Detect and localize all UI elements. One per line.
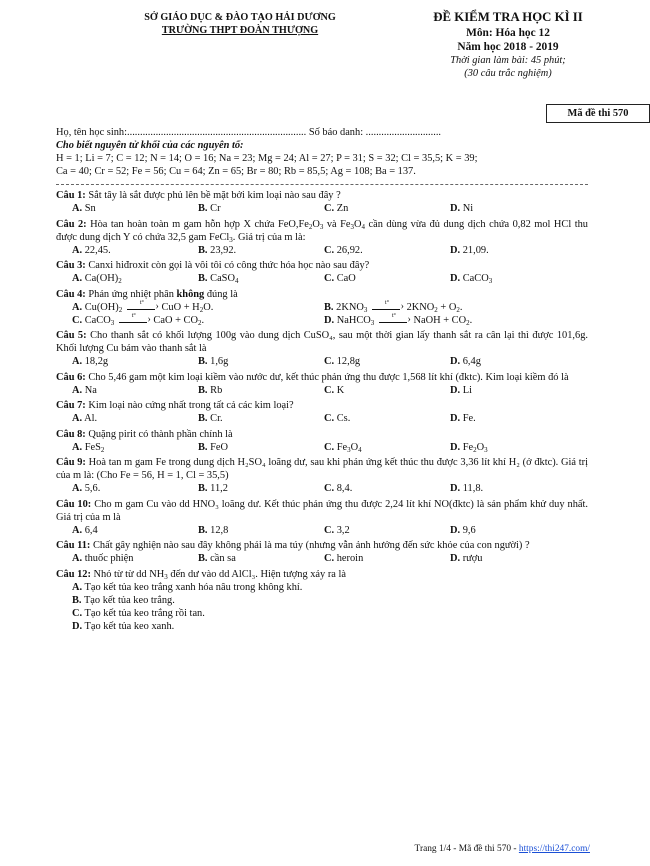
question-text: Sắt tây là sắt được phủ lên bề mặt bởi kim loại nào sau đây ?	[88, 190, 341, 201]
exam-header	[56, 0, 629, 120]
school-block	[120, 12, 360, 38]
option-a[interactable]: A. FeS$_2$	[72, 441, 105, 454]
option-c[interactable]: C. K	[324, 384, 345, 396]
heat-arrow-icon: › $^{t^\circ}$	[370, 302, 404, 314]
option-a[interactable]: A. Na	[72, 384, 97, 396]
footer-text: Trang 1/4 - Mã đề thi 570 -	[414, 844, 519, 855]
heat-arrow-icon: › $^{t^\circ}$	[377, 315, 411, 327]
option-b[interactable]: B. 12,8	[198, 524, 229, 536]
option-c[interactable]: C. CaO	[324, 273, 356, 284]
question-label: Câu 6:	[56, 371, 86, 383]
option-d[interactable]: D. 21,09.	[450, 244, 489, 256]
exam-year: Năm học 2018 - 2019	[457, 41, 559, 54]
option-d[interactable]: D. 11,8.	[450, 483, 484, 494]
option-a[interactable]: A. 5,6.	[72, 483, 101, 494]
option-b[interactable]: B. $2KNO_3$ › $^{t^\circ}$ $2KNO_2 + O_2$.	[324, 301, 576, 314]
option-c[interactable]: C. Cs.	[324, 413, 351, 424]
option-b[interactable]: B. CaSO$_4$	[198, 273, 239, 285]
footer-link[interactable]: https://thi247.com/	[518, 844, 590, 855]
option-c[interactable]: C. 8,4.	[324, 483, 353, 494]
option-c[interactable]: C. 12,8g	[324, 356, 361, 367]
option-a[interactable]: A. Al.	[72, 413, 98, 424]
option-b[interactable]: B. cần sa	[198, 553, 236, 564]
option-a[interactable]: A. 22,45.	[72, 244, 111, 256]
question-text: Quặng pirit có thành phần chính là	[88, 428, 233, 440]
question-text: Chất gây nghiện nào sau đây không phải là ma túy (nhưng vẫn ảnh hưởng đến sức khỏe của con người) ?	[92, 540, 530, 551]
option-b[interactable]: B. FeO	[198, 441, 229, 453]
page-footer	[415, 844, 590, 856]
question-label: Câu 2:	[56, 218, 87, 230]
option-d[interactable]: D. 9,6	[450, 524, 476, 536]
option-b[interactable]: B. 1,6g	[198, 356, 229, 367]
question-label: Câu 4:	[56, 288, 86, 300]
option-b[interactable]: B. Rb	[198, 384, 223, 396]
question-10	[56, 498, 588, 537]
question-text: Cho m gam Cu vào dd HNO₃ loãng dư. Kết thúc phản ứng thu được 2,24 lít khí NO(đktc) là sản phẩm khử duy nhất. Giá trị của m là	[56, 498, 589, 523]
option-a[interactable]: A. 18,2g	[72, 356, 109, 367]
exam-subject: Môn: Hóa học 12	[466, 26, 550, 39]
question-text: Kim loại nào cứng nhất trong tất cả các kim loại?	[88, 400, 294, 411]
option-b[interactable]: B. Cr	[198, 203, 221, 214]
option-d[interactable]: D. $Fe_2O_3$	[450, 441, 488, 454]
exam-question-count: (30 câu trắc nghiệm)	[464, 68, 552, 80]
option-c[interactable]: C. Zn	[324, 203, 349, 214]
question-9	[56, 456, 588, 495]
option-a[interactable]: A. Sn	[72, 203, 96, 214]
heat-arrow-icon: › $^{t^\circ}$	[125, 302, 159, 314]
question-12: Câu 12: Nhỏ từ từ dd $NH_3$ đến dư vào dd AlCl₃. Hiện tượng xảy ra là A. Tạo kết tủa keo trắng xanh hóa nâu trong không khí. B. Tạo kết tủa keo trắng. C. Tạo kết tủa keo trắng rồi tan. D. Tạo kết tủa keo xanh.	[56, 568, 588, 633]
school-name: TRƯỜNG THPT ĐOÀN THƯỢNG	[161, 24, 319, 36]
atomic-mass-line-1: H = 1; Li = 7; C = 12; N = 14; O = 16; Na = 23; Mg = 24; Al = 27; P = 31; S = 32; Cl = 35,5; K = 39;	[56, 153, 478, 164]
option-d[interactable]: D. rượu	[450, 553, 483, 564]
question-label: Câu 11:	[56, 540, 91, 551]
question-text: Canxi hiđroxit còn gọi là vôi tôi có công thức hóa học nào sau đây?	[88, 260, 370, 271]
option-c[interactable]: C. CaCO$_3$ › $^{t^\circ}$ CaO + $CO_2$.	[72, 314, 324, 327]
option-c[interactable]: C. heroin	[324, 553, 364, 564]
option-c[interactable]: C. $Fe_3O_4$	[324, 441, 362, 454]
question-label: Câu 7:	[56, 400, 86, 411]
question-label: Câu 1:	[56, 190, 86, 201]
question-label: Câu 10:	[56, 498, 92, 510]
atomic-mass-line-2: Ca = 40; Cr = 52; Fe = 56; Cu = 64; Zn = 65; Br = 80; Rb = 85,5; Ag = 108; Ba = 137.	[56, 166, 416, 177]
question-4: Câu 4: Phản ứng nhiệt phân không đúng là A. $Cu(OH)_2$ › $^{t^\circ}$ CuO + $H_2O$. B. $2KNO_3$ › $^{t^\circ}$ $2KNO_2 + O_2$. C. CaCO$_3$ › $^{t^\circ}$ CaO + $CO_2$. D. NaHCO$_3$ › $^{t^\circ}$ NaOH + $CO_2$.	[56, 288, 588, 327]
question-1	[56, 189, 588, 215]
option-d[interactable]: D. 6,4g	[450, 356, 481, 367]
option-c[interactable]: C. 3,2	[324, 524, 350, 536]
question-text: Cho thanh sắt có khối lượng 100g vào dung dịch CuSO₄, sau một thời gian lấy thanh sắt ra cân lại thì được 101,6g. Khối lượng Cu bám vào thanh sắt là	[56, 330, 588, 354]
option-d[interactable]: D. NaHCO$_3$ › $^{t^\circ}$ NaOH + $CO_2$.	[324, 314, 576, 327]
student-info	[56, 126, 588, 178]
student-name-line: Họ, tên học sinh:..................................................................... Số báo danh: .............................	[56, 127, 442, 138]
department-name: SỞ GIÁO DỤC & ĐÀO TẠO HẢI DƯƠNG	[144, 12, 336, 23]
option-b[interactable]: B. 23,92.	[198, 244, 237, 256]
option-d[interactable]: D. Tạo kết tủa keo xanh.	[72, 620, 175, 632]
question-3	[56, 259, 588, 285]
option-b[interactable]: B. 11,2	[198, 483, 228, 494]
atomic-mass-title: Cho biết nguyên tử khối của các nguyên tố:	[56, 140, 244, 151]
exam-title: ĐỀ KIỂM TRA HỌC KÌ II	[433, 10, 583, 24]
question-8	[56, 428, 588, 454]
exam-time: Thời gian làm bài: 45 phút;	[450, 55, 566, 67]
section-divider	[56, 184, 588, 185]
question-7	[56, 399, 588, 425]
question-6	[56, 371, 588, 397]
exam-info-block	[408, 10, 608, 80]
question-label: Câu 8:	[56, 428, 86, 440]
option-b[interactable]: B. Tạo kết tủa keo trắng.	[72, 594, 175, 606]
option-d[interactable]: D. Fe.	[450, 413, 476, 424]
heat-arrow-icon: › $^{t^\circ}$	[117, 315, 151, 327]
question-label: Câu 12:	[56, 568, 91, 580]
question-label: Câu 9:	[56, 457, 86, 468]
option-a[interactable]: A. thuốc phiện	[72, 553, 134, 564]
question-text: Hoà tan m gam Fe trong dung dịch H₂SO₄ loãng dư, sau khi phản ứng kết thúc thu được 3,36 lít khí H₂ (ở đktc). Giá trị của m là: (Cho Fe = 56, H = 1, Cl = 35,5)	[56, 457, 588, 481]
option-c[interactable]: C. Tạo kết tủa keo trắng rồi tan.	[72, 607, 205, 619]
question-text: Cho 5,46 gam một kim loại kiềm vào nước dư, kết thúc phản ứng thu được 1,568 lít khí (đktc). Kim loại kiềm đó là	[88, 371, 569, 383]
question-5	[56, 329, 588, 368]
exam-code-box: Mã đề thi 570	[546, 104, 650, 123]
option-d[interactable]: D. CaCO$_3$	[450, 273, 493, 285]
option-b[interactable]: B. Cr.	[198, 413, 223, 424]
option-d[interactable]: D. Li	[450, 384, 472, 396]
option-a[interactable]: A. $Ca(OH)_2$	[72, 273, 122, 285]
question-label: Câu 5:	[56, 330, 87, 341]
option-a[interactable]: A. 6,4	[72, 524, 98, 536]
question-11	[56, 539, 588, 565]
option-c[interactable]: C. 26,92.	[324, 244, 363, 256]
question-2: Câu 2: Hòa tan hoàn toàn m gam hỗn hợp X chứa $FeO,Fe_2O_3$ và $Fe_3O_4$ cần dùng vừa đủ dung dịch chứa 0,82 mol HCl thu được dung dịch Y có chứa 32,5 gam FeCl$_3$. Giá trị của m là: A. 22,45. B. 23,92. C. 26,92. D. 21,09.	[56, 218, 588, 256]
option-a[interactable]: A. Tạo kết tủa keo trắng xanh hóa nâu trong không khí.	[72, 581, 303, 593]
option-d[interactable]: D. Ni	[450, 203, 474, 214]
question-label: Câu 3:	[56, 260, 86, 271]
option-a[interactable]: A. $Cu(OH)_2$ › $^{t^\circ}$ CuO + $H_2O$.	[72, 301, 324, 314]
